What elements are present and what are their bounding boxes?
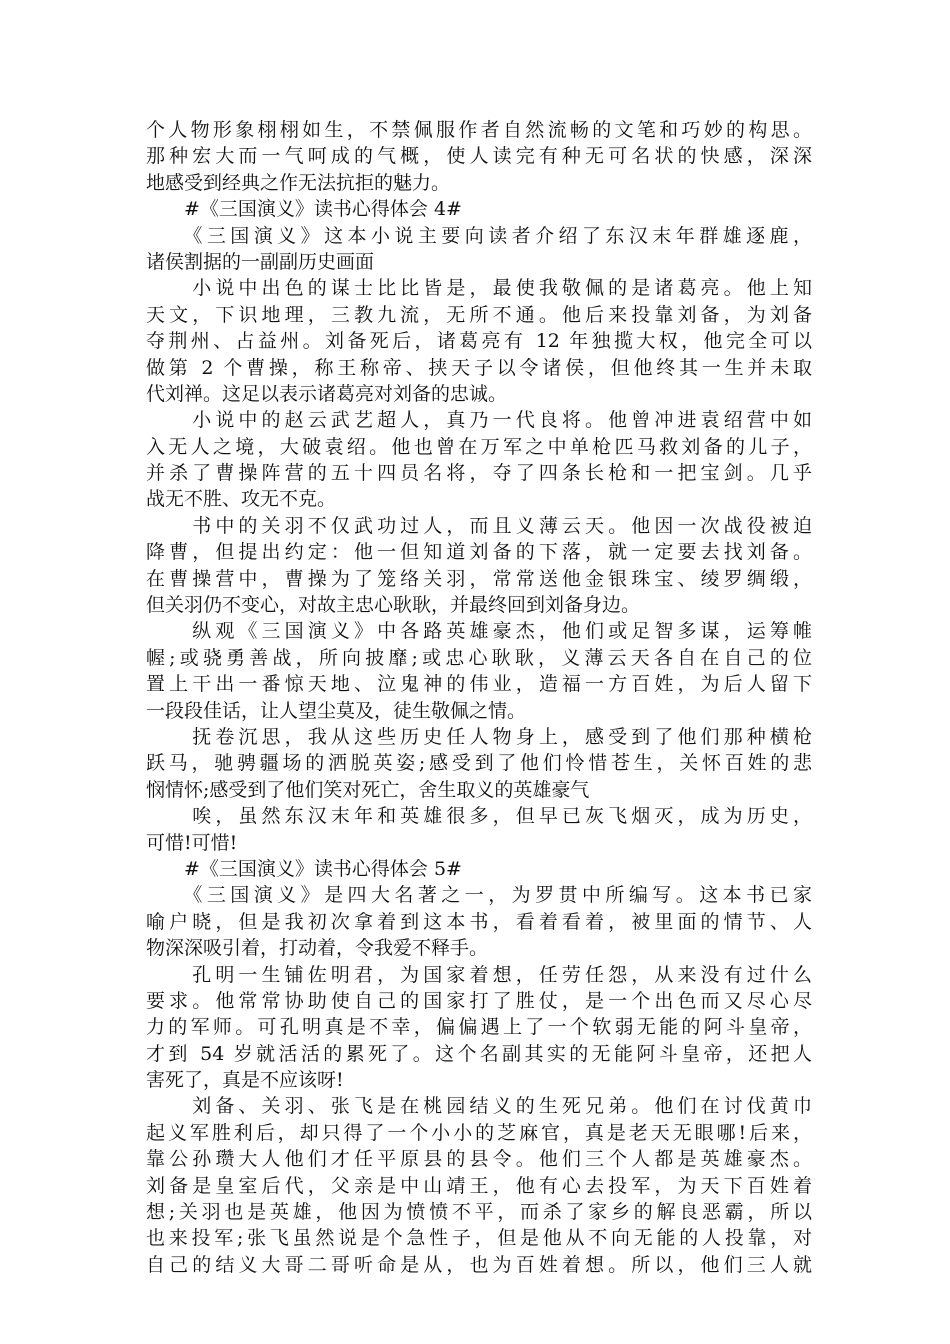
- text-line: 起义军胜利后，却只得了一个小小的芝麻官，真是老天无眼哪!后来，: [146, 1121, 812, 1144]
- section-heading: #《三国演义》读书心得体会 5#: [146, 857, 462, 880]
- text-line: 书中的关羽不仅武功过人，而且义薄云天。他因一次战役被迫: [146, 514, 812, 537]
- text-line: 喻户晓，但是我初次拿着到这本书，看着看着，被里面的情节、人: [146, 910, 812, 933]
- text-line: 抚卷沉思，我从这些历史任人物身上，感受到了他们那种横枪: [146, 725, 812, 748]
- text-line: 一段段佳话，让人望尘莫及，徒生敬佩之情。: [146, 699, 527, 722]
- text-line: 孔明一生铺佐明君，为国家着想，任劳任怨，从来没有过什么: [146, 963, 812, 986]
- text-line: 力的军师。可孔明真是不幸，偏偏遇上了一个软弱无能的阿斗皇帝，: [146, 1016, 812, 1039]
- text-line: 可惜!可惜!: [146, 831, 238, 854]
- text-line: 纵观《三国演义》中各路英雄豪杰，他们或足智多谋，运筹帷: [146, 620, 812, 643]
- text-line: 小说中出色的谋士比比皆是，最使我敬佩的是诸葛亮。他上知: [146, 277, 812, 300]
- text-line: 入无人之境，大破袁绍。他也曾在万军之中单枪匹马救刘备的儿子，: [146, 435, 812, 458]
- text-line: 夺荆州、占益州。刘备死后，诸葛亮有 12 年独揽大权，他完全可以: [146, 330, 812, 353]
- text-line: 唉，虽然东汉末年和英雄很多，但早已灰飞烟灭，成为历史，: [146, 805, 812, 828]
- text-line: 物深深吸引着，打动着，令我爱不释手。: [146, 937, 489, 960]
- document-body: [146, 117, 812, 1278]
- text-line: 降曹，但提出约定：他一但知道刘备的下落，就一定要去找刘备。: [146, 541, 812, 564]
- text-line: 做第 2 个曹操，称王称帝、挟天子以令诸侯，但他终其一生并未取: [146, 356, 812, 379]
- text-line: 并杀了曹操阵营的五十四员名将，夺了四条长枪和一把宝剑。几乎: [146, 462, 812, 485]
- text-line: 靠公孙瓒大人他们才任平原县的县令。他们三个人都是英雄豪杰。: [146, 1148, 812, 1171]
- text-line: 悯情怀;感受到了他们笑对死亡，舍生取义的英雄豪气: [146, 778, 590, 801]
- text-line: 代刘禅。这足以表示诸葛亮对刘备的忠诚。: [146, 382, 508, 405]
- text-line: 个人物形象栩栩如生，不禁佩服作者自然流畅的文笔和巧妙的构思。: [146, 119, 812, 141]
- text-line: 天文，下识地理，三教九流，无所不通。他后来投靠刘备，为刘备: [146, 303, 812, 326]
- text-line: 跃马，驰骋疆场的洒脱英姿;感受到了他们怜惜苍生，关怀百姓的悲: [146, 752, 812, 775]
- text-line: 要求。他常常协助使自己的国家打了胜仗，是一个出色而又尽心尽: [146, 989, 812, 1012]
- text-line: 幄;或骁勇善战，所向披靡;或忠心耿耿，义薄云天各自在自己的位: [146, 646, 812, 669]
- text-line: 想;关羽也是英雄，他因为愤愤不平，而杀了家乡的解良恶霸，所以: [146, 1201, 812, 1224]
- text-line: 小说中的赵云武艺超人，真乃一代良将。他曾冲进袁绍营中如: [146, 409, 812, 432]
- text-line: 也来投军;张飞虽然说是个急性子，但是他从不向无能的人投靠，对: [146, 1227, 812, 1250]
- text-line: 那种宏大而一气呵成的气概，使人读完有种无可名状的快感，深深: [146, 145, 812, 168]
- text-line: 才到 54 岁就活活的累死了。这个名副其实的无能阿斗皇帝，还把人: [146, 1042, 812, 1065]
- text-line: 在曹操营中，曹操为了笼络关羽，常常送他金银珠宝、绫罗绸缎，: [146, 567, 812, 590]
- text-line: 刘备是皇室后代，父亲是中山靖王，他有心去投军，为天下百姓着: [146, 1174, 812, 1197]
- text-line: 但关羽仍不变心，对故主忠心耿耿，并最终回到刘备身边。: [146, 594, 641, 617]
- text-line: 战无不胜、攻无不克。: [146, 488, 337, 511]
- section-heading: #《三国演义》读书心得体会 4#: [146, 198, 462, 221]
- text-line: 《三国演义》是四大名著之一，为罗贯中所编写。这本书已家: [146, 884, 812, 907]
- text-line: 刘备、关羽、张飞是在桃园结义的生死兄弟。他们在讨伐黄巾: [146, 1095, 812, 1118]
- text-line: 害死了，真是不应该呀!: [146, 1069, 344, 1092]
- text-line: 置上干出一番惊天地、泣鬼神的伟业，造福一方百姓，为后人留下: [146, 673, 812, 696]
- text-line: 诸侯割据的一副副历史画面: [146, 250, 375, 273]
- text-line: 自己的结义大哥二哥听命是从，也为百姓着想。所以，他们三人就: [146, 1253, 812, 1276]
- text-line: 《三国演义》这本小说主要向读者介绍了东汉末年群雄逐鹿，: [146, 224, 812, 247]
- text-line: 地感受到经典之作无法抗拒的魅力。: [146, 171, 451, 194]
